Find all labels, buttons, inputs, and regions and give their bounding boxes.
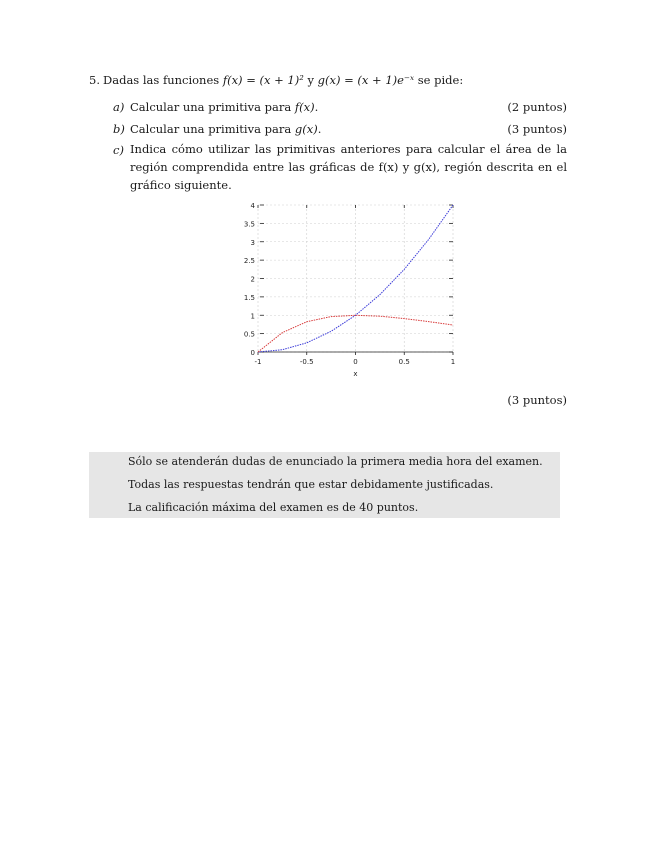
item-a-label: a) [113,100,125,114]
statement-end: se pide: [414,73,464,87]
statement-intro: Dadas las funciones [103,73,223,87]
area-chart [240,200,460,380]
item-b-text: Calcular una primitiva para g(x). [130,122,322,136]
y-tick-label-1: 0.5 [243,330,255,339]
x-tick-label-2: 0 [353,358,358,366]
problem-number: 5. [89,73,100,87]
x-tick-label-0: -1 [254,358,262,366]
y-tick-label-4: 2 [250,275,255,284]
y-tick-label-2: 1 [250,312,255,321]
item-b-label: b) [113,122,125,136]
x-axis-label: x [353,370,358,378]
y-tick-label-0: 0 [250,349,255,357]
y-tick-label-8: 4 [250,202,255,210]
x-tick-label-1: -0.5 [299,358,314,366]
y-tick-label-3: 1.5 [243,293,255,302]
f-definition: f(x) = (x + 1)² [222,73,304,87]
chart-svg [240,200,460,380]
x-tick-label-3: 0.5 [398,358,410,366]
item-c-points: (3 puntos) [507,393,567,407]
note-1: Sólo se atenderán dudas de enunciado la primera media hora del examen. [128,455,543,468]
item-a-points: (2 puntos) [507,100,567,114]
item-a-text: Calcular una primitiva para f(x). [130,100,319,114]
note-3: La calificación máxima del examen es de 40 puntos. [128,501,419,514]
g-definition: g(x) = (x + 1)e⁻ˣ [317,73,415,87]
statement-connector: y [303,73,318,87]
problem-statement [103,73,463,87]
y-tick-label-7: 3.5 [243,220,255,229]
exam-notes-box [89,452,560,518]
x-tick-label-4: 1 [450,358,456,366]
item-c-text: Indica cómo utilizar las primitivas anteriores para calcular el área de la región comprendida entre las gráficas de f(x) y g(x), región descrita en el gráfico siguiente. [130,142,567,192]
item-c-label: c) [113,143,124,157]
y-tick-label-6: 3 [250,238,255,247]
note-2: Todas las respuestas tendrán que estar debidamente justificadas. [128,478,494,491]
item-b-points: (3 puntos) [507,122,567,136]
y-tick-label-5: 2.5 [243,257,255,266]
